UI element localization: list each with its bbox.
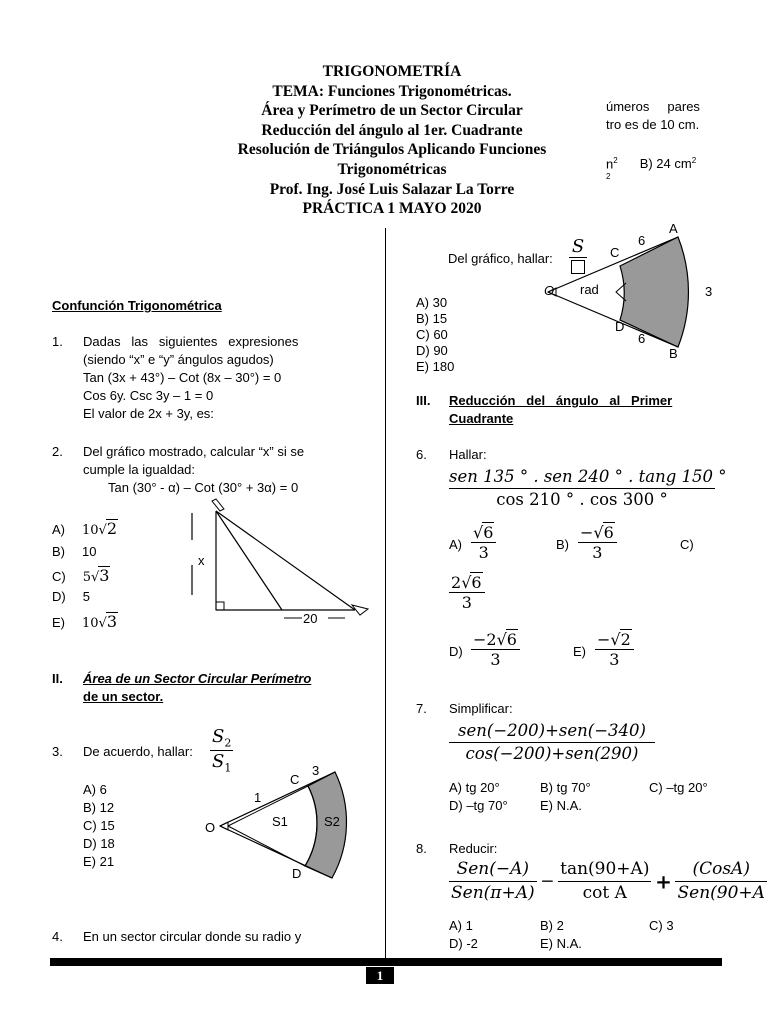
question-number: 2. (52, 444, 63, 459)
question-number: 8. (416, 841, 427, 856)
answer-option: B) 10 (52, 544, 97, 559)
answer-option: C) –tg 20° (649, 780, 708, 795)
answer-option: A) 6 (83, 782, 107, 797)
answer-option: C) 3 (649, 918, 674, 933)
answer-option: B) tg 70° (540, 780, 591, 795)
answer-option: E) (573, 644, 586, 659)
answer-option: A) (449, 537, 462, 552)
sector-figure (540, 225, 730, 355)
footer-rule (50, 958, 722, 966)
practice-date: PRÁCTICA 1 MAYO 2020 (302, 200, 482, 218)
ratio-fraction: $\frac{S_2}{S_1}$ (212, 726, 232, 775)
question-text: (siendo “x” e “y” ángulos agudos) (83, 352, 274, 367)
answer-option: D) 5 (52, 589, 90, 604)
author-line: Prof. Ing. José Luis Salazar La Torre (269, 180, 515, 198)
question-text: Dadas las siguientes expresiones (83, 334, 299, 349)
length-label: 6 (638, 233, 646, 248)
topic-line: Trigonométricas (337, 160, 447, 178)
length-label: 3 (705, 284, 713, 299)
question-text: Simplificar: (449, 701, 513, 716)
overflow-text: tro es de 10 cm. (606, 117, 700, 132)
answer-option: D) -2 (449, 936, 478, 951)
figure-label-x: x (198, 553, 205, 568)
length-label: 6 (638, 331, 646, 346)
answer-option: E) 21 (83, 854, 115, 869)
answer-option: A) tg 20° (449, 780, 500, 795)
answer-option: B) 12 (83, 800, 115, 815)
question-text: Hallar: (449, 447, 487, 462)
answer-fraction: $\frac{-√2}{3}$ (595, 629, 634, 669)
question-text: Reducir: (449, 841, 498, 856)
point-label-d: D (292, 866, 302, 881)
answer-option: B) (556, 537, 569, 552)
section-title: de un sector. (83, 689, 164, 704)
answer-option: E) 10√3 (52, 612, 118, 631)
question-text: Tan (30° - α) – Cot (30° + 3α) = 0 (108, 480, 299, 495)
ratio-fraction: S (569, 236, 587, 279)
subject-title: TRIGONOMETRÍA (322, 63, 462, 80)
angle-label: rad (580, 282, 599, 297)
expression-fraction: sen 135 ° . sen 240 ° . tang 150 ° cos 210 ° . cos 300 ° (449, 467, 727, 509)
section-title: Reducción del ángulo al Primer (449, 393, 673, 408)
overflow-text: $n^2$ B) 24 $cm^2$ (606, 156, 697, 172)
triangle-figure (180, 495, 380, 630)
answer-option: E) N.A. (540, 798, 582, 813)
overflow-text: 2 (606, 172, 611, 181)
question-number: 1. (52, 334, 63, 349)
point-label-c: C (290, 772, 300, 787)
topic-line: Área y Perímetro de un Sector Circular (261, 102, 523, 120)
question-text: cumple la igualdad: (83, 462, 196, 477)
expression-sum: $\frac{\text{Sen(−A)}}{\text{Sen(π+A)}}$ − $\frac{\tan(90+A)}{\text{cot A}}$ + $\frac{\text{(CosA)}}{\text{Sen(90+A}}$ (451, 859, 765, 903)
topic-line: Resolución de Triángulos Aplicando Funciones (237, 141, 547, 159)
region-label-s2: S2 (324, 814, 340, 829)
question-number: 6. (416, 447, 427, 462)
answer-option: D) –tg 70° (449, 798, 508, 813)
column-divider (385, 228, 386, 958)
topic-line: TEMA: Funciones Trigonométricas. (272, 82, 512, 100)
answer-fraction: $\frac{√6}{3}$ (471, 522, 496, 562)
answer-option: C) (680, 537, 694, 552)
answer-fraction: $\frac{-2√6}{3}$ (471, 629, 520, 669)
length-label: 3 (312, 763, 320, 778)
answer-option: B) 15 (416, 311, 448, 326)
point-label-c: C (610, 245, 620, 260)
question-text: Del gráfico, hallar: (448, 251, 553, 266)
question-number: 3. (52, 744, 63, 759)
answer-option: C) 15 (83, 818, 115, 833)
answer-option: D) 90 (416, 343, 448, 358)
section-title: Cuadrante (449, 411, 514, 426)
overflow-text: úmeros pares (606, 99, 700, 114)
topic-line: Reducción del ángulo al 1er. Cuadrante (261, 121, 523, 139)
answer-option: A) 1 (449, 918, 473, 933)
figure-label-20: 20 (303, 611, 318, 626)
section-number: II. (52, 671, 63, 686)
answer-option: A) 10√2 (52, 519, 118, 538)
question-text: En un sector circular donde su radio y (83, 929, 302, 944)
point-label-b: B (669, 346, 678, 361)
point-label-d: D (615, 319, 625, 334)
answer-option: A) 30 (416, 295, 448, 310)
page-number: 1 (366, 967, 394, 984)
question-text: El valor de 2x + 3y, es: (83, 406, 214, 421)
answer-fraction: $\frac{-√6}{3}$ (578, 522, 617, 562)
answer-option: D) 18 (83, 836, 115, 851)
question-text: De acuerdo, hallar: (83, 744, 193, 759)
answer-option: C) 5√3 (52, 566, 110, 585)
point-label-o: O (544, 283, 555, 298)
section-title: Área de un Sector Circular Perímetro (83, 671, 312, 686)
question-text: Cos 6y. Csc 3y – 1 = 0 (83, 388, 214, 403)
answer-fraction: $\frac{2√6}{3}$ (449, 572, 485, 612)
answer-option: D) (449, 644, 463, 659)
answer-option: E) N.A. (540, 936, 582, 951)
region-label-s1: S1 (272, 814, 288, 829)
expression-fraction: sen(−200)+sen(−340) cos(−200)+sen(290) (449, 720, 655, 765)
answer-option: B) 2 (540, 918, 564, 933)
question-number: 4. (52, 929, 63, 944)
document-header (180, 62, 604, 219)
answer-option: C) 60 (416, 327, 448, 342)
question-text: Del gráfico mostrado, calcular “x” si se (83, 444, 305, 459)
point-label-o: O (205, 820, 216, 835)
point-label-a: A (669, 221, 678, 236)
section-number: III. (416, 393, 431, 408)
question-number: 7. (416, 701, 427, 716)
question-text: Tan (3x + 43°) – Cot (8x – 30°) = 0 (83, 370, 282, 385)
section-title: Confunción Trigonométrica (52, 298, 222, 313)
answer-option: E) 180 (416, 359, 455, 374)
length-label: 1 (254, 790, 262, 805)
